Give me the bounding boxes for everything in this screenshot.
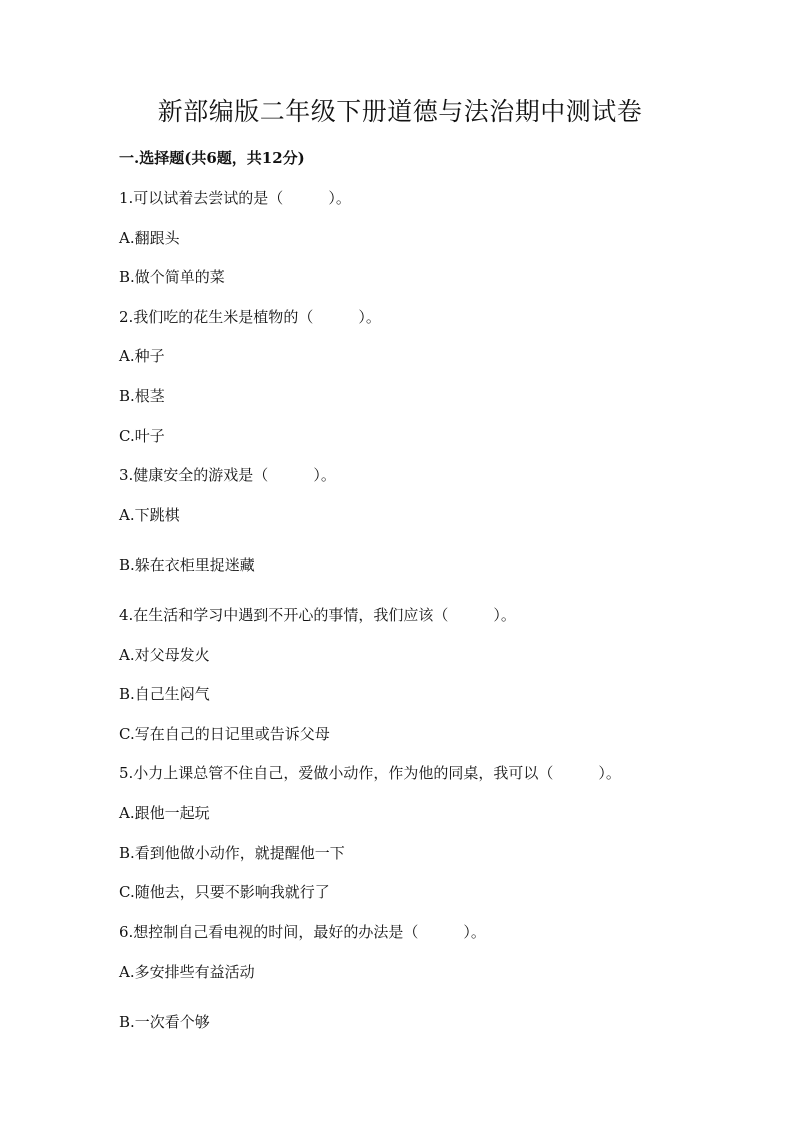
option-b: B.根茎	[119, 387, 165, 405]
option-a: A.多安排些有益活动	[119, 963, 255, 981]
question-stem: 2.我们吃的花生米是植物的（ ）。	[119, 308, 381, 326]
question-stem: 3.健康安全的游戏是（ ）。	[119, 466, 336, 484]
option-c: C.写在自己的日记里或告诉父母	[119, 725, 330, 743]
option-a: A.种子	[119, 347, 165, 365]
section-heading: 一.选择题(共6题，共12分)	[119, 149, 305, 167]
option-b: B.躲在衣柜里捉迷藏	[119, 556, 255, 574]
option-a: A.跟他一起玩	[119, 804, 210, 822]
option-b: B.自己生闷气	[119, 685, 210, 703]
option-b: B.一次看个够	[119, 1013, 210, 1031]
document-title: 新部编版二年级下册道德与法治期中测试卷	[157, 97, 643, 126]
option-b: B.做个简单的菜	[119, 268, 225, 286]
question-stem: 5.小力上课总管不住自己，爱做小动作，作为他的同桌，我可以（ ）。	[119, 764, 621, 782]
option-b: B.看到他做小动作，就提醒他一下	[119, 844, 345, 862]
option-c: C.叶子	[119, 427, 165, 445]
option-a: A.对父母发火	[119, 646, 210, 664]
question-stem: 4.在生活和学习中遇到不开心的事情，我们应该（ ）。	[119, 606, 516, 624]
option-a: A.翻跟头	[119, 229, 180, 247]
option-a: A.下跳棋	[119, 506, 180, 524]
question-stem: 6.想控制自己看电视的时间，最好的办法是（ ）。	[119, 923, 486, 941]
option-c: C.随他去，只要不影响我就行了	[119, 883, 330, 901]
question-stem: 1.可以试着去尝试的是（ ）。	[119, 189, 351, 207]
